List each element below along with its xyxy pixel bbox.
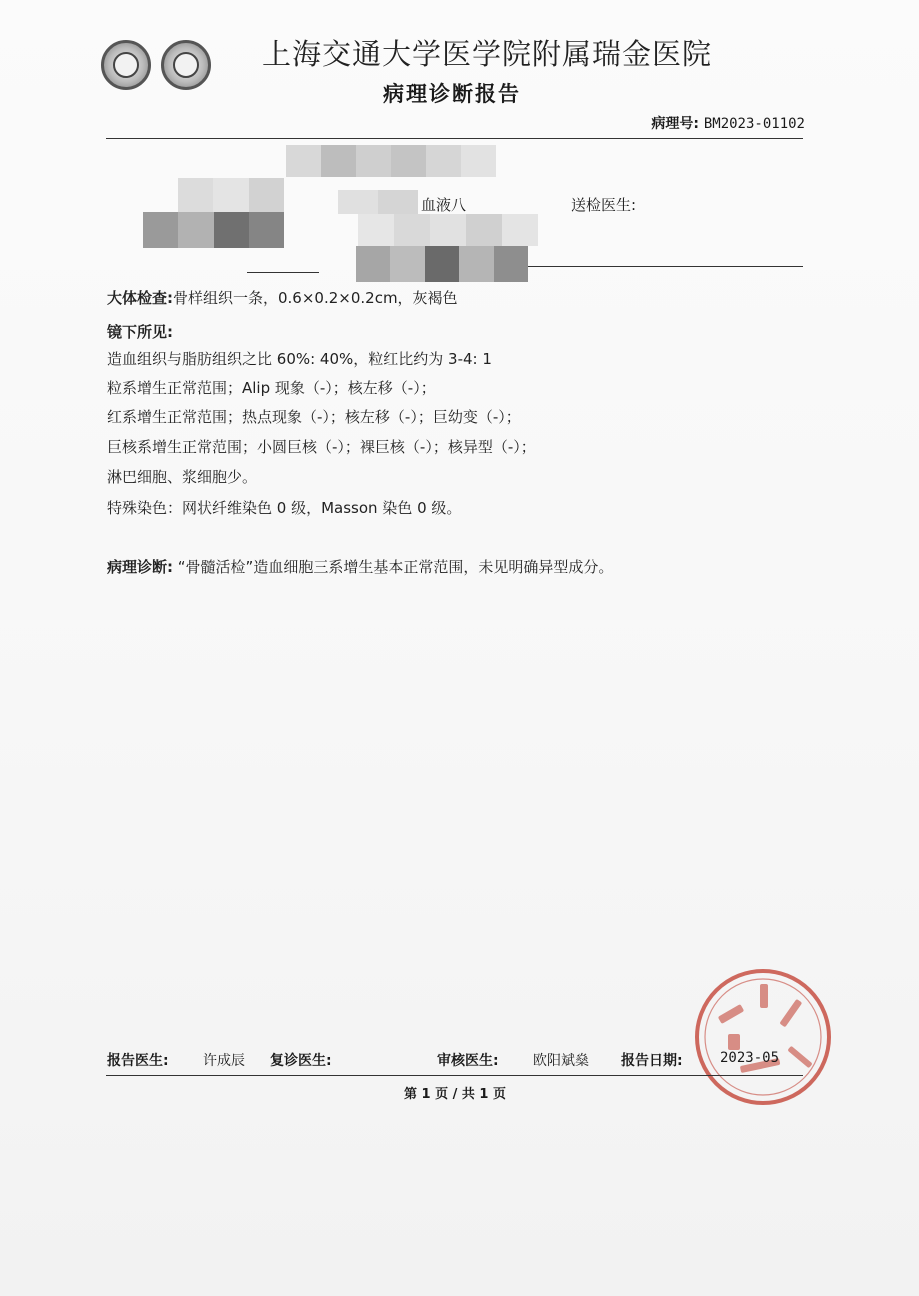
redacted-block xyxy=(178,178,284,212)
reviewer-name: 欧阳斌燊 xyxy=(533,1053,589,1069)
header-divider xyxy=(106,138,803,139)
reporter-label: 报告医生: xyxy=(107,1053,169,1069)
diagnosis-label: 病理诊断: xyxy=(107,558,173,576)
pathology-number xyxy=(651,113,805,133)
pathology-number-label: 病理号: xyxy=(651,116,699,132)
report-date-value: 2023-05 xyxy=(720,1050,780,1066)
hospital-seal-stamp xyxy=(688,962,838,1112)
report-title: 病理诊断报告 xyxy=(383,82,521,106)
redacted-block xyxy=(338,190,418,214)
pathology-diagnosis xyxy=(107,556,613,577)
pathology-number-value: BM2023-01102 xyxy=(703,116,805,132)
reviewer-label: 审核医生: xyxy=(437,1053,499,1069)
microscopic-line: 特殊染色：网状纤维染色 0 级，Masson 染色 0 级。 xyxy=(107,499,462,517)
requesting-doctor-label: 送检医生: xyxy=(571,196,637,214)
footer-divider xyxy=(106,1075,803,1076)
gross-exam-text: 骨样组织一条，0.6×0.2×0.2cm，灰褐色 xyxy=(173,289,458,307)
redacted-block xyxy=(143,212,284,248)
redacted-block xyxy=(286,145,496,177)
microscopic-line: 粒系增生正常范围；Alip 现象（-）；核左移（-）； xyxy=(107,379,436,397)
hospital-emblem-icon xyxy=(161,40,211,90)
recheck-doctor-label: 复诊医生: xyxy=(270,1053,332,1069)
info-divider xyxy=(528,266,803,267)
report-date-label: 报告日期: xyxy=(621,1053,683,1069)
diagnosis-text: “骨髓活检”造血细胞三系增生基本正常范围，未见明确异型成分。 xyxy=(177,558,614,576)
redacted-block xyxy=(356,246,528,282)
redacted-block xyxy=(358,214,538,246)
microscopic-line: 巨核系增生正常范围；小圆巨核（-）；裸巨核（-）；核异型（-）； xyxy=(107,438,536,456)
gross-exam-label: 大体检查: xyxy=(107,289,173,307)
microscopic-line: 淋巴细胞、浆细胞少。 xyxy=(107,468,258,486)
microscopic-line: 造血组织与脂肪组织之比 60%: 40%，粒红比约为 3-4: 1 xyxy=(107,350,492,368)
page-indicator: 第 1 页 / 共 1 页 xyxy=(404,1087,506,1102)
microscopic-label: 镜下所见: xyxy=(107,323,173,341)
hospital-name: 上海交通大学医学院附属瑞金医院 xyxy=(262,37,713,71)
university-seal-icon xyxy=(101,40,151,90)
microscopic-line: 红系增生正常范围；热点现象（-）；核左移（-）；巨幼变（-）； xyxy=(107,408,521,426)
reporter-name: 许成辰 xyxy=(203,1053,245,1069)
info-underline xyxy=(247,272,319,273)
gross-exam xyxy=(107,287,458,308)
ward-fragment: 血液八 xyxy=(421,196,467,214)
